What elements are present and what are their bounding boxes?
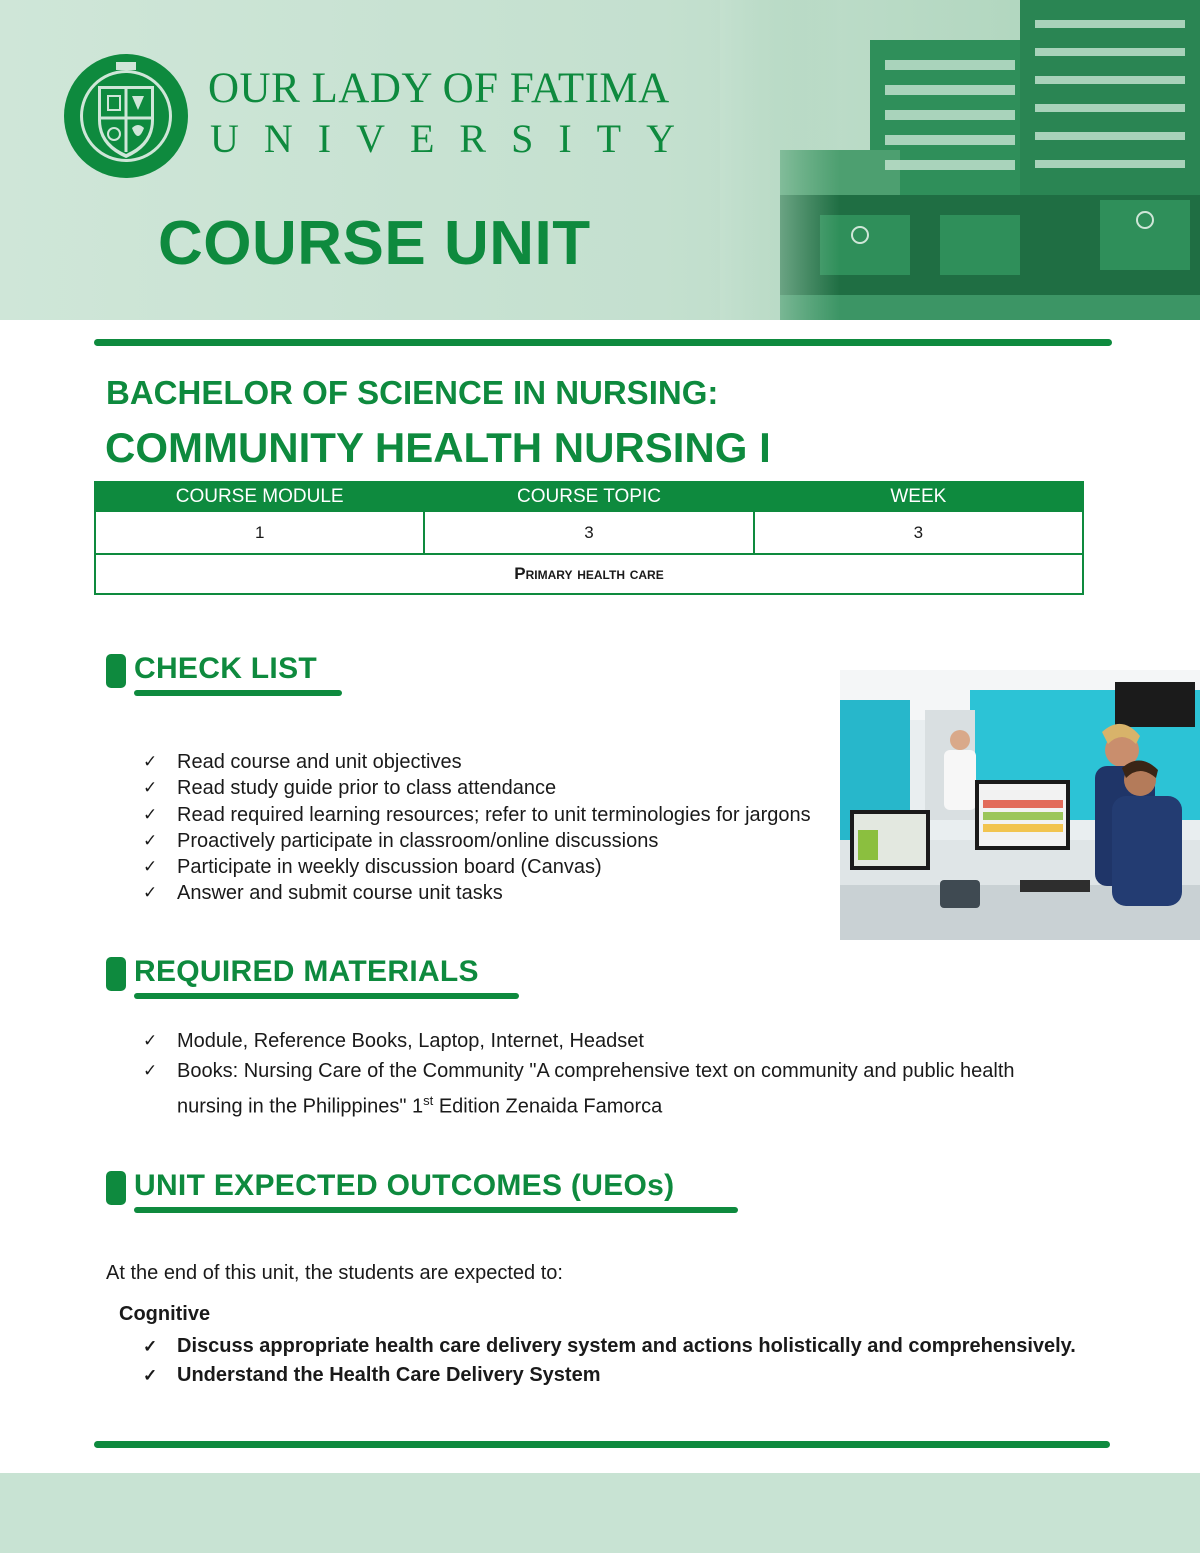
course-info-table xyxy=(94,481,1084,595)
outcomes-heading: UNIT EXPECTED OUTCOMES (UEOs) xyxy=(106,1169,766,1209)
check-mark-icon: ✓ xyxy=(143,752,158,771)
document-type-title: COURSE UNIT xyxy=(158,209,591,278)
cognitive-outcomes-list xyxy=(143,1332,1076,1390)
check-mark-icon: ✓ xyxy=(143,1031,158,1050)
check-mark-icon: ✓ xyxy=(143,778,158,798)
week-value: 3 xyxy=(754,511,1083,554)
table-header-row xyxy=(95,482,1083,511)
section-bar-icon xyxy=(106,1171,126,1205)
nurses-workstation-photo xyxy=(840,670,1200,940)
column-header-topic: COURSE TOPIC xyxy=(424,482,753,511)
building-image xyxy=(720,0,1200,320)
list-item: ✓ Read study guide prior to class attendance xyxy=(143,775,811,801)
list-item: ✓ Books: Nursing Care of the Community "A comprehensive text on community and public health nursing in the Philippines" 1st Edition Zenaida Famorca xyxy=(143,1056,1078,1122)
list-item: ✓ Discuss appropriate health care delivery system and actions holistically and comprehensively. xyxy=(143,1332,1076,1361)
topic-title: Primary health care xyxy=(95,554,1083,594)
section-bar-icon xyxy=(106,654,126,688)
checklist xyxy=(143,749,811,907)
topic-value: 3 xyxy=(424,511,753,554)
program-title: BACHELOR OF SCIENCE IN NURSING: xyxy=(106,374,719,411)
university-subtitle: UNIVERSITY xyxy=(210,116,700,161)
module-value: 1 xyxy=(95,511,424,554)
materials-list xyxy=(143,1026,1078,1122)
table-row xyxy=(95,511,1083,554)
bottom-divider xyxy=(94,1441,1110,1448)
check-mark-icon: ✓ xyxy=(143,883,158,903)
outcomes-intro: At the end of this unit, the students are expected to: xyxy=(106,1262,563,1284)
section-bar-icon xyxy=(106,957,126,991)
check-mark-icon: ✓ xyxy=(143,1061,158,1080)
list-item: ✓ Read course and unit objectives xyxy=(143,749,811,775)
column-header-week: WEEK xyxy=(754,482,1083,511)
list-item: ✓ Module, Reference Books, Laptop, Internet, Headset xyxy=(143,1026,1078,1056)
university-seal-logo xyxy=(62,52,190,180)
materials-heading: REQUIRED MATERIALS xyxy=(106,955,546,995)
list-item: ✓ Participate in weekly discussion board (Canvas) xyxy=(143,854,811,880)
check-mark-icon: ✓ xyxy=(143,830,158,850)
list-item: ✓ Proactively participate in classroom/online discussions xyxy=(143,828,811,854)
header-banner xyxy=(0,0,1200,320)
top-divider xyxy=(94,339,1112,346)
list-item: ✓ Understand the Health Care Delivery System xyxy=(143,1361,1076,1390)
check-mark-icon: ✓ xyxy=(143,1337,158,1356)
table-row xyxy=(95,554,1083,594)
course-title: COMMUNITY HEALTH NURSING I xyxy=(105,424,771,471)
footer-band xyxy=(0,1473,1200,1553)
check-mark-icon: ✓ xyxy=(143,857,158,877)
cognitive-label: Cognitive xyxy=(119,1303,211,1325)
list-item: ✓ Answer and submit course unit tasks xyxy=(143,880,811,906)
column-header-module: COURSE MODULE xyxy=(95,482,424,511)
list-item: ✓ Read required learning resources; refer to unit terminologies for jargons xyxy=(143,802,811,828)
check-mark-icon: ✓ xyxy=(143,1366,158,1385)
check-mark-icon: ✓ xyxy=(143,804,158,824)
checklist-heading: CHECK LIST xyxy=(106,652,426,692)
university-name: OUR LADY OF FATIMA xyxy=(208,65,670,112)
